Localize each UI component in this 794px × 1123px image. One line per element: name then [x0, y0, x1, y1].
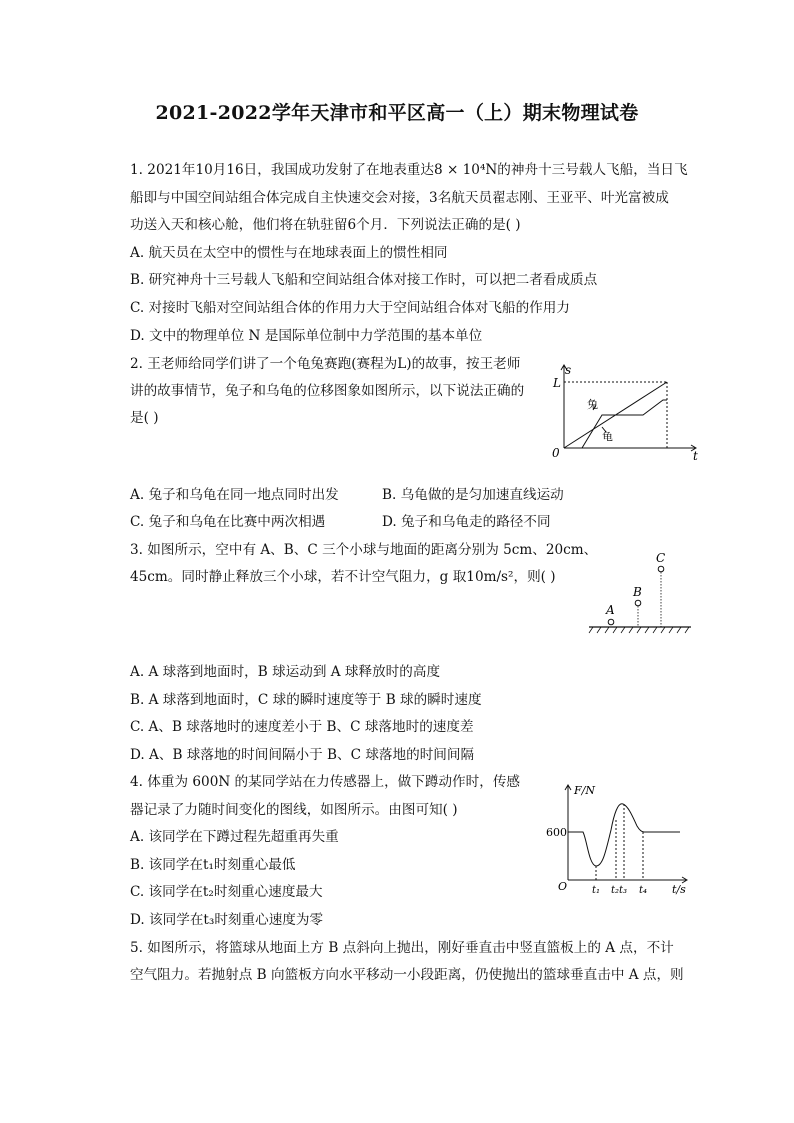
q1-option-c: C. 对接时飞船对空间站组合体的作用力大于空间站组合体对飞船的作用力	[130, 300, 570, 316]
q4-option-b: B. 该同学在t₁时刻重心最低	[130, 857, 296, 873]
q4-line-2: 器记录了力随时间变化的图线，如图所示。由图可知( )	[130, 802, 458, 818]
q5-line-2: 空气阻力。若抛射点 B 向篮板方向水平移动一小段距离，仍使抛出的篮球垂直击中 A 点，则	[130, 967, 684, 983]
q2-s-label: s	[565, 363, 572, 377]
q1-option-d: D. 文中的物理单位 N 是国际单位制中力学范围的基本单位	[130, 328, 483, 344]
q4-t4-label: t₄	[639, 885, 648, 896]
q3-option-b: B. A 球落到地面时，C 球的瞬时速度等于 B 球的瞬时速度	[130, 692, 482, 708]
q3-option-c: C. A、B 球落地时的速度差小于 B、C 球落地时的速度差	[130, 719, 474, 735]
q3-ball-b	[635, 600, 641, 606]
q3-line-1: 3. 如图所示，空中有 A、B、C 三个小球与地面的距离分别为 5cm、20cm、	[130, 542, 598, 558]
q2-l-label: L	[553, 376, 561, 390]
q1-line-1: 1. 2021年10月16日，我国成功发射了在地表重达8 × 10⁴N的神舟十三号载人飞船，当日飞	[130, 162, 688, 178]
q4-f-label: F/N	[574, 784, 595, 797]
q3-ball-b-label: B	[633, 585, 642, 599]
q3-ball-c-label: C	[656, 551, 666, 565]
q3-ground-hatching	[589, 627, 689, 633]
q4-t1-label: t₁	[592, 885, 601, 896]
q1-line-3: 功送入天和核心舱，他们将在轨驻留6个月．下列说法正确的是( )	[130, 217, 521, 233]
q1-option-a: A. 航天员在太空中的惯性与在地球表面上的惯性相同	[130, 245, 448, 261]
q4-t-label: t/s	[672, 883, 686, 896]
q3-ball-c	[658, 566, 664, 572]
q2-line-2: 讲的故事情节，兔子和乌龟的位移图象如图所示，以下说法正确的	[130, 383, 525, 399]
q4-line-1: 4. 体重为 600N 的某同学站在力传感器上，做下蹲动作时，传感	[130, 774, 521, 790]
q3-ball-a-label: A	[606, 603, 615, 617]
q4-option-d: D. 该同学在t₃时刻重心速度为零	[130, 912, 324, 928]
q4-option-a: A. 该同学在下蹲过程先超重再失重	[130, 829, 339, 845]
q2-line-1: 2. 王老师给同学们讲了一个龟兔赛跑(赛程为L)的故事，按王老师	[130, 356, 521, 372]
q1-option-b: B. 研究神舟十三号载人飞船和空间站组合体对接工作时，可以把二者看成质点	[130, 272, 598, 288]
q3-ball-a	[608, 619, 614, 625]
q2-line-3: 是( )	[130, 410, 159, 426]
q2-turtle-label: 龟	[602, 430, 613, 443]
q4-t2t3-label: t₂t₃	[611, 885, 628, 896]
q5-line-1: 5. 如图所示，将篮球从地面上方 B 点斜向上抛出，刚好垂直击中竖直篮板上的 A 点，不计	[130, 940, 674, 956]
q3-option-a: A. A 球落到地面时，B 球运动到 A 球释放时的高度	[130, 664, 441, 680]
q2-option-a: A. 兔子和乌龟在同一地点同时出发	[130, 487, 339, 503]
q3-falling-balls-figure	[585, 546, 695, 638]
q1-line-2: 船即与中国空间站组合体完成自主快速交会对接，3名航天员翟志刚、王亚平、叶光富被成	[130, 190, 669, 206]
q2-displacement-graph	[545, 360, 705, 465]
q2-origin-label: 0	[552, 446, 560, 460]
page-title: 2021-2022学年天津市和平区高一（上）期末物理试卷	[155, 102, 639, 124]
q3-option-d: D. A、B 球落地的时间间隔小于 B、C 球落地的时间间隔	[130, 747, 475, 763]
q4-force-time-graph	[540, 780, 700, 898]
q2-option-c: C. 兔子和乌龟在比赛中两次相遇	[130, 514, 326, 530]
q2-option-b: B. 乌龟做的是匀加速直线运动	[382, 487, 564, 503]
q2-t-label: t	[693, 449, 698, 463]
q2-rabbit-label: 兔	[587, 398, 598, 411]
q4-option-c: C. 该同学在t₂时刻重心速度最大	[130, 884, 323, 900]
q4-600-label: 600	[546, 826, 567, 839]
q3-line-2: 45cm。同时静止释放三个小球，若不计空气阻力，g 取10m/s²，则( )	[130, 569, 556, 585]
q2-option-d: D. 兔子和乌龟走的路径不同	[382, 514, 551, 530]
q4-origin-label: O	[558, 880, 568, 893]
